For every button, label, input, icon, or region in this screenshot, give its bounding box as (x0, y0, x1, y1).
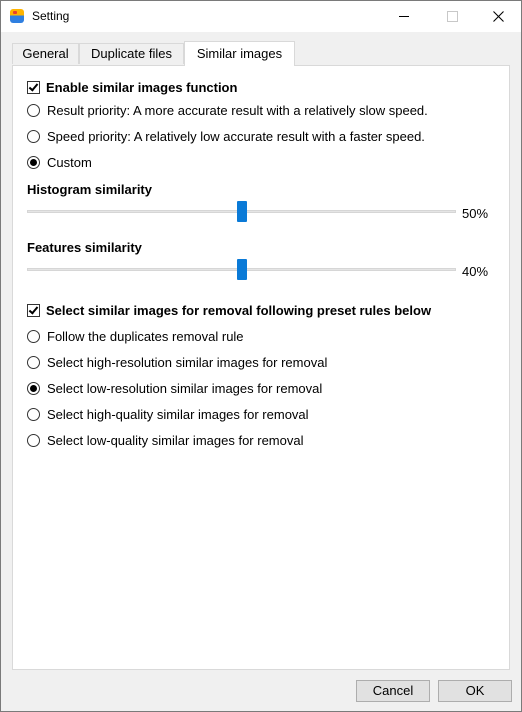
maximize-icon (447, 11, 458, 22)
removal-option-label: Select low-quality similar images for removal (47, 432, 304, 448)
removal-option-label: Select high-resolution similar images for removal (47, 354, 328, 370)
features-slider-thumb[interactable] (237, 259, 247, 280)
removal-option-label: Follow the duplicates removal rule (47, 328, 244, 344)
maximize-button[interactable] (429, 1, 475, 32)
features-label: Features similarity (27, 240, 142, 255)
removal-rules-label: Select similar images for removal following preset rules below (46, 302, 432, 318)
removal-radio[interactable] (27, 356, 40, 369)
removal-radio[interactable] (27, 434, 40, 447)
custom-label: Custom (47, 154, 92, 170)
removal-radio[interactable] (27, 330, 40, 343)
ok-button[interactable]: OK (438, 680, 512, 702)
cancel-button[interactable]: Cancel (356, 680, 430, 702)
app-icon (10, 9, 24, 23)
title-bar (1, 1, 521, 32)
minimize-icon (399, 16, 409, 17)
window-title: Setting (32, 9, 70, 23)
removal-option-low-resolution[interactable] (27, 379, 322, 397)
close-button[interactable] (475, 1, 521, 32)
removal-radio[interactable] (27, 382, 40, 395)
custom-option[interactable] (27, 153, 92, 171)
tab-duplicate-files[interactable]: Duplicate files (79, 43, 184, 64)
histogram-label: Histogram similarity (27, 182, 152, 197)
tab-general[interactable]: General (12, 43, 79, 64)
removal-radio[interactable] (27, 408, 40, 421)
result-priority-radio[interactable] (27, 104, 40, 117)
result-priority-label: Result priority: A more accurate result with a relatively slow speed. (47, 102, 428, 118)
minimize-button[interactable] (381, 1, 427, 32)
speed-priority-label: Speed priority: A relatively low accurate result with a faster speed. (47, 128, 425, 144)
enable-similar-checkbox-row[interactable] (27, 78, 237, 96)
features-value: 40% (462, 264, 489, 279)
histogram-value: 50% (462, 206, 489, 221)
enable-similar-checkbox[interactable] (27, 81, 40, 94)
removal-option-label: Select high-quality similar images for removal (47, 406, 309, 422)
close-icon (493, 11, 504, 22)
removal-option-high-resolution[interactable] (27, 353, 327, 371)
removal-option-low-quality[interactable] (27, 431, 303, 449)
result-priority-option[interactable] (27, 101, 428, 119)
enable-similar-label: Enable similar images function (46, 79, 238, 95)
speed-priority-radio[interactable] (27, 130, 40, 143)
removal-rules-checkbox[interactable] (27, 304, 40, 317)
removal-option-label: Select low-resolution similar images for removal (47, 380, 323, 396)
removal-option-high-quality[interactable] (27, 405, 309, 423)
speed-priority-option[interactable] (27, 127, 425, 145)
removal-rules-checkbox-row[interactable] (27, 301, 431, 319)
custom-radio[interactable] (27, 156, 40, 169)
removal-option-follow-duplicates[interactable] (27, 327, 244, 345)
tab-similar-images[interactable]: Similar images (184, 41, 295, 66)
histogram-slider-thumb[interactable] (237, 201, 247, 222)
